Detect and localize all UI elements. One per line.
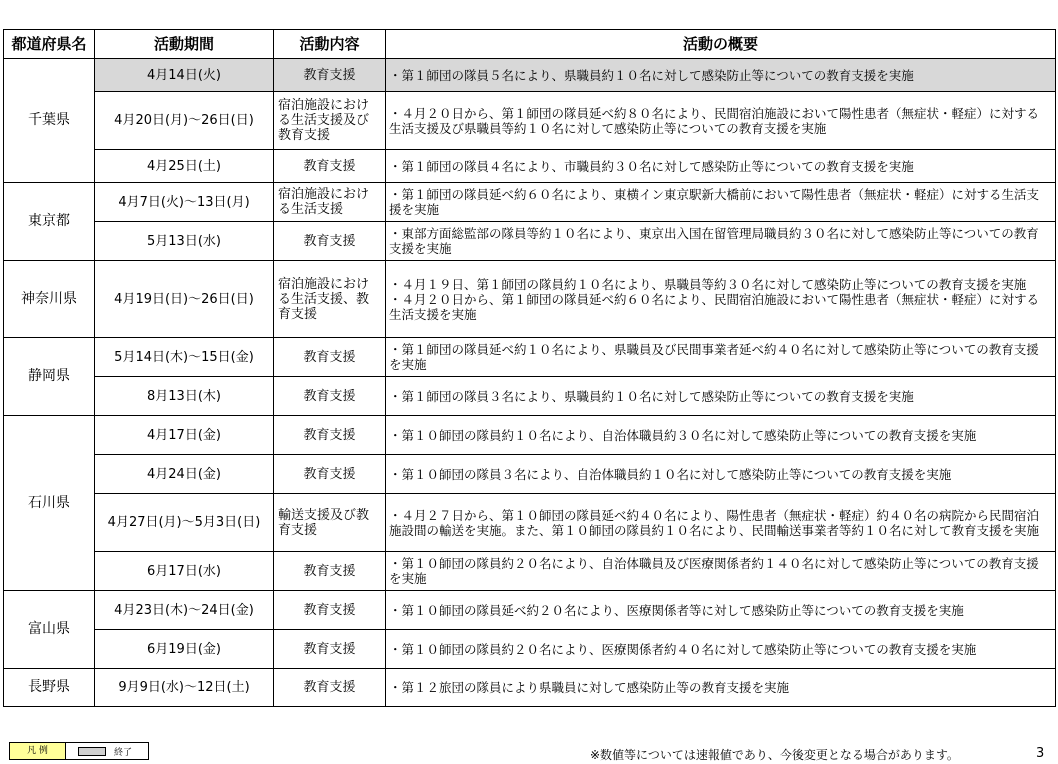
activity-type-cell: 教育支援 — [274, 416, 386, 455]
summary-cell: ・４月２７日から、第１０師団の隊員延べ約４０名により、陽性患者（無症状・軽症）約４０名の病院から民間宿泊施設間の輸送を実施。また、第１０師団の隊員約１０名により、民間輸送事業者等約１０名に対して教育支援を実施 — [386, 494, 1056, 552]
summary-cell: ・第１０師団の隊員約２０名により、医療関係者約４０名に対して感染防止等についての教育支援を実施 — [386, 630, 1056, 669]
prefecture-cell: 富山県 — [4, 591, 95, 669]
activity-type-cell: 教育支援 — [274, 455, 386, 494]
table-row — [4, 552, 1056, 591]
summary-cell: ・第１０師団の隊員約２０名により、自治体職員及び医療関係者約１４０名に対して感染防止等についての教育支援を実施 — [386, 552, 1056, 591]
table-row — [4, 183, 1056, 222]
legend-item-finished — [66, 742, 149, 760]
summary-cell: ・第１０師団の隊員３名により、自治体職員約１０名に対して感染防止等についての教育支援を実施 — [386, 455, 1056, 494]
prefecture-cell: 神奈川県 — [4, 261, 95, 338]
summary-cell — [386, 261, 1056, 338]
table-body — [4, 59, 1056, 707]
header-type: 活動内容 — [274, 30, 386, 59]
summary-cell: ・第１師団の隊員４名により、市職員約３０名に対して感染防止等についての教育支援を実施 — [386, 150, 1056, 183]
table-row — [4, 455, 1056, 494]
period-cell: 6月19日(金) — [95, 630, 274, 669]
summary-cell: ・第１師団の隊員延べ約６０名により、東横イン東京駅新大橋前において陽性患者（無症状・軽症）に対する生活支援を実施 — [386, 183, 1056, 222]
period-cell: 6月17日(水) — [95, 552, 274, 591]
activity-type-cell: 教育支援 — [274, 222, 386, 261]
legend-label: 凡 例 — [9, 742, 66, 760]
summary-cell: ・第１師団の隊員３名により、県職員約１０名に対して感染防止等についての教育支援を実施 — [386, 377, 1056, 416]
summary-cell: ・４月２０日から、第１師団の隊員延べ約８０名により、民間宿泊施設において陽性患者（無症状・軽症）に対する生活支援及び県職員等約１０名に対して感染防止等についての教育支援を実施 — [386, 92, 1056, 150]
table-row — [4, 669, 1056, 707]
page-number: 3 — [1036, 746, 1045, 761]
summary-cell: ・第１０師団の隊員延べ約２０名により、医療関係者等に対して感染防止等についての教育支援を実施 — [386, 591, 1056, 630]
period-cell: 4月17日(金) — [95, 416, 274, 455]
prefecture-cell: 長野県 — [4, 669, 95, 707]
summary-cell: ・第１師団の隊員延べ約１０名により、県職員及び民間事業者延べ約４０名に対して感染防止等についての教育支援を実施 — [386, 338, 1056, 377]
table-row — [4, 92, 1056, 150]
activity-type-cell: 輸送支援及び教育支援 — [274, 494, 386, 552]
period-cell: 4月25日(土) — [95, 150, 274, 183]
activity-type-cell: 教育支援 — [274, 630, 386, 669]
header-prefecture: 都道府県名 — [4, 30, 95, 59]
prefecture-cell: 東京都 — [4, 183, 95, 261]
table-row — [4, 338, 1056, 377]
period-cell: 4月20日(月)～26日(日) — [95, 92, 274, 150]
header-summary: 活動の概要 — [386, 30, 1056, 59]
table-header-row — [4, 30, 1056, 59]
period-cell: 8月13日(木) — [95, 377, 274, 416]
prefecture-cell: 千葉県 — [4, 59, 95, 183]
period-cell: 5月13日(水) — [95, 222, 274, 261]
activity-type-cell: 教育支援 — [274, 150, 386, 183]
legend-item-label: 終了 — [114, 747, 133, 758]
table-row — [4, 261, 1056, 338]
table-row — [4, 591, 1056, 630]
period-cell: 5月14日(木)～15日(金) — [95, 338, 274, 377]
period-cell: 4月7日(火)～13日(月) — [95, 183, 274, 222]
prefecture-cell: 静岡県 — [4, 338, 95, 416]
activity-type-cell: 教育支援 — [274, 377, 386, 416]
activity-type-cell: 教育支援 — [274, 338, 386, 377]
activity-type-cell: 宿泊施設における生活支援、教育支援 — [274, 261, 386, 338]
table-row — [4, 377, 1056, 416]
table-row — [4, 630, 1056, 669]
table-row — [4, 494, 1056, 552]
summary-line: ・４月２０日から、第１師団の隊員延べ約６０名により、民間宿泊施設において陽性患者（無症状・軽症）に対する生活支援を実施 — [389, 291, 1040, 322]
legend — [9, 742, 149, 760]
summary-cell: ・東部方面総監部の隊員等約１０名により、東京出入国在留管理局職員約３０名に対して感染防止等についての教育支援を実施 — [386, 222, 1056, 261]
activity-type-cell: 宿泊施設における生活支援 — [274, 183, 386, 222]
summary-line: ・４月１９日、第１師団の隊員約１０名により、県職員等約３０名に対して感染防止等についての教育支援を実施 — [389, 276, 1027, 292]
period-cell: 9月9日(水)～12日(土) — [95, 669, 274, 707]
summary-cell: ・第１０師団の隊員約１０名により、自治体職員約３０名に対して感染防止等についての教育支援を実施 — [386, 416, 1056, 455]
table-row — [4, 150, 1056, 183]
legend-swatch — [78, 747, 106, 756]
period-cell: 4月19日(日)～26日(日) — [95, 261, 274, 338]
activity-type-cell: 教育支援 — [274, 591, 386, 630]
activity-type-cell: 宿泊施設における生活支援及び教育支援 — [274, 92, 386, 150]
activity-type-cell: 教育支援 — [274, 552, 386, 591]
summary-cell: ・第１師団の隊員５名により、県職員約１０名に対して感染防止等についての教育支援を実施 — [386, 59, 1056, 92]
table-row — [4, 59, 1056, 92]
activity-type-cell: 教育支援 — [274, 59, 386, 92]
summary-cell: ・第１２旅団の隊員により県職員に対して感染防止等の教育支援を実施 — [386, 669, 1056, 707]
header-period: 活動期間 — [95, 30, 274, 59]
period-cell: 4月24日(金) — [95, 455, 274, 494]
period-cell: 4月23日(木)～24日(金) — [95, 591, 274, 630]
table-row — [4, 416, 1056, 455]
period-cell: 4月27日(月)～5月3日(日) — [95, 494, 274, 552]
prefecture-cell: 石川県 — [4, 416, 95, 591]
table-row — [4, 222, 1056, 261]
footnote: ※数値等については速報値であり、今後変更となる場合があります。 — [590, 748, 959, 762]
period-cell: 4月14日(火) — [95, 59, 274, 92]
activity-table — [3, 29, 1056, 707]
activity-type-cell: 教育支援 — [274, 669, 386, 707]
